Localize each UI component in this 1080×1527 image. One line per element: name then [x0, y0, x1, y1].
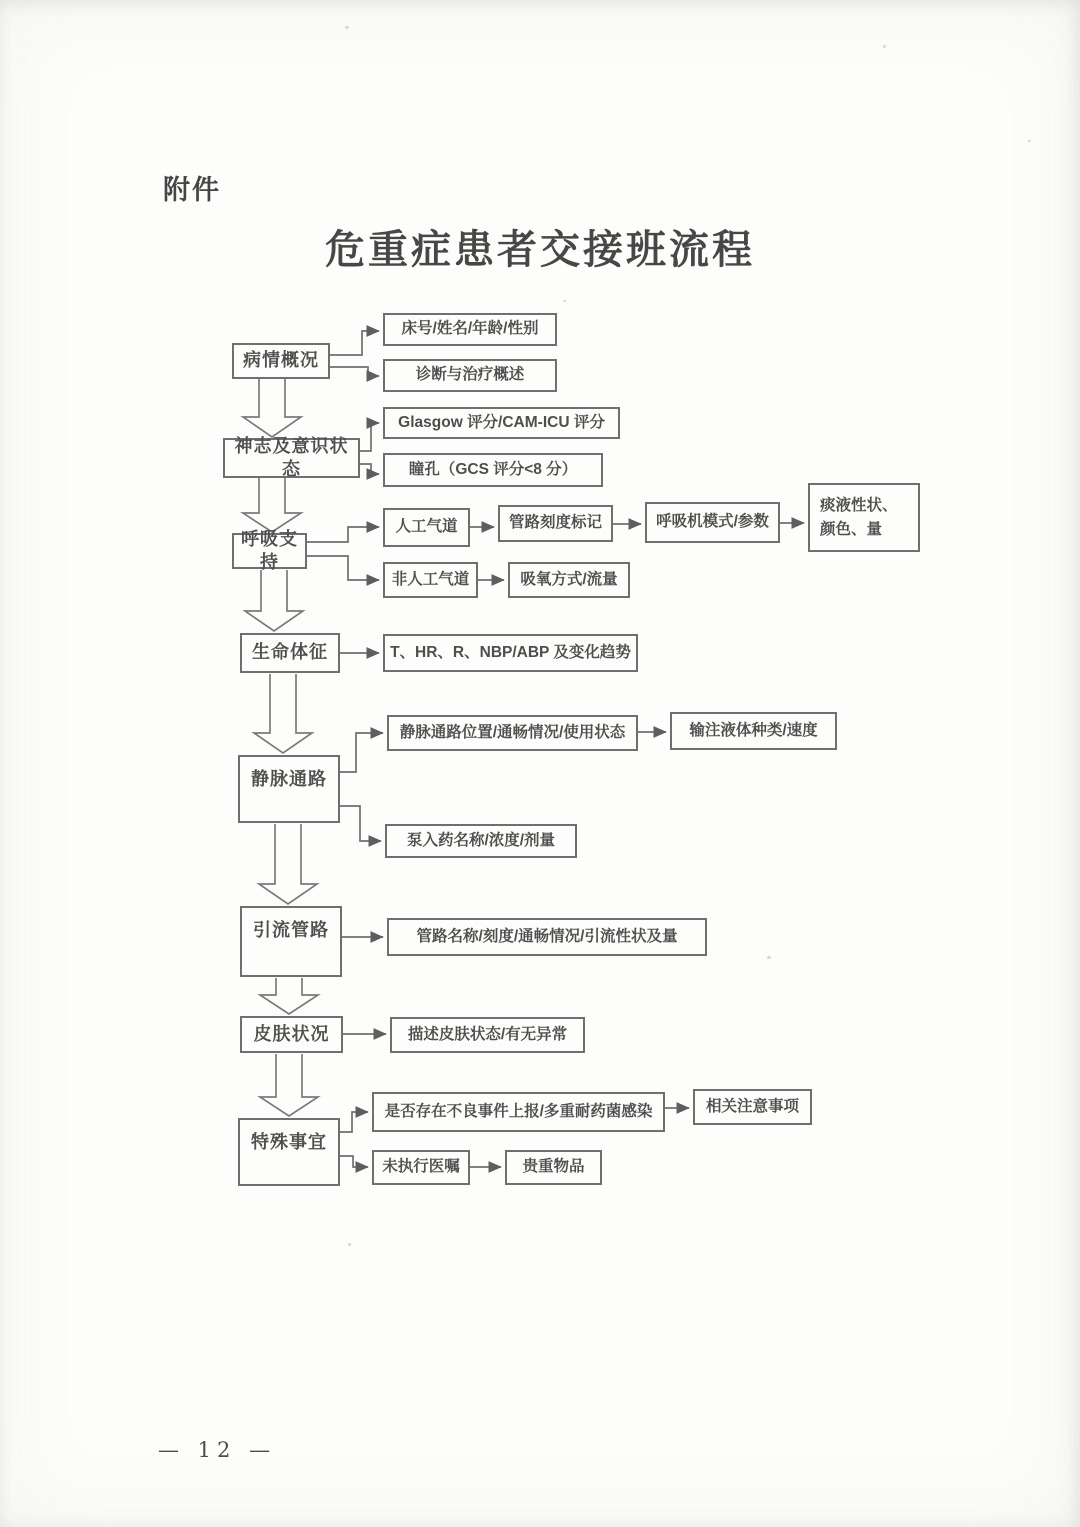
- flow-node-pupil: 瞳孔（GCS 评分<8 分）: [383, 453, 603, 487]
- scan-speck: [348, 1243, 351, 1246]
- flow-node-drainage: 引流管路: [240, 906, 342, 977]
- flow-node-skin: 皮肤状况: [240, 1016, 343, 1053]
- flow-node-glasgow: Glasgow 评分/CAM-ICU 评分: [383, 407, 620, 439]
- flow-node-pump-drug: 泵入药名称/浓度/剂量: [385, 824, 577, 858]
- flow-node-infusion: 输注液体种类/速度: [670, 712, 837, 750]
- flow-node-drain-detail: 管路名称/刻度/通畅情况/引流性状及量: [387, 918, 707, 956]
- flow-node-non-artificial-airway: 非人工气道: [383, 562, 478, 598]
- flow-node-artificial-airway: 人工气道: [383, 508, 470, 547]
- flow-node-vitals: 生命体征: [240, 633, 340, 673]
- flow-node-unexecuted-order: 未执行医嘱: [372, 1150, 470, 1185]
- attachment-label: 附件: [163, 175, 221, 205]
- flow-node-consciousness: 神志及意识状态: [223, 438, 360, 478]
- flow-node-special: 特殊事宜: [238, 1118, 340, 1186]
- flow-node-respiratory: 呼吸支持: [232, 533, 307, 569]
- page-title: 危重症患者交接班流程: [325, 226, 755, 273]
- flow-node-diagnosis: 诊断与治疗概述: [383, 359, 557, 392]
- flow-node-venous: 静脉通路: [238, 755, 340, 823]
- flow-node-related-notes: 相关注意事项: [693, 1089, 812, 1125]
- flow-node-sputum: 痰液性状、颜色、量: [808, 483, 920, 552]
- flow-node-bed-info: 床号/姓名/年龄/性别: [383, 313, 557, 346]
- scan-speck: [883, 45, 886, 48]
- flow-node-adverse-event: 是否存在不良事件上报/多重耐药菌感染: [372, 1092, 665, 1132]
- flow-node-ventilator: 呼吸机模式/参数: [645, 502, 780, 543]
- flow-node-oxygen: 吸氧方式/流量: [508, 562, 630, 598]
- scan-speck: [1028, 140, 1031, 142]
- scan-speck: [345, 26, 349, 29]
- flow-node-valuables: 贵重物品: [505, 1150, 602, 1185]
- scan-speck: [767, 956, 771, 959]
- flow-node-condition: 病情概况: [232, 343, 330, 379]
- scan-speck: [563, 300, 566, 302]
- flow-node-iv-position: 静脉通路位置/通畅情况/使用状态: [387, 715, 638, 751]
- flow-node-skin-detail: 描述皮肤状态/有无异常: [390, 1017, 585, 1053]
- flow-node-tube-mark: 管路刻度标记: [498, 505, 613, 542]
- page-number: — 12 —: [158, 1438, 277, 1462]
- flow-node-vital-detail: T、HR、R、NBP/ABP 及变化趋势: [383, 634, 638, 672]
